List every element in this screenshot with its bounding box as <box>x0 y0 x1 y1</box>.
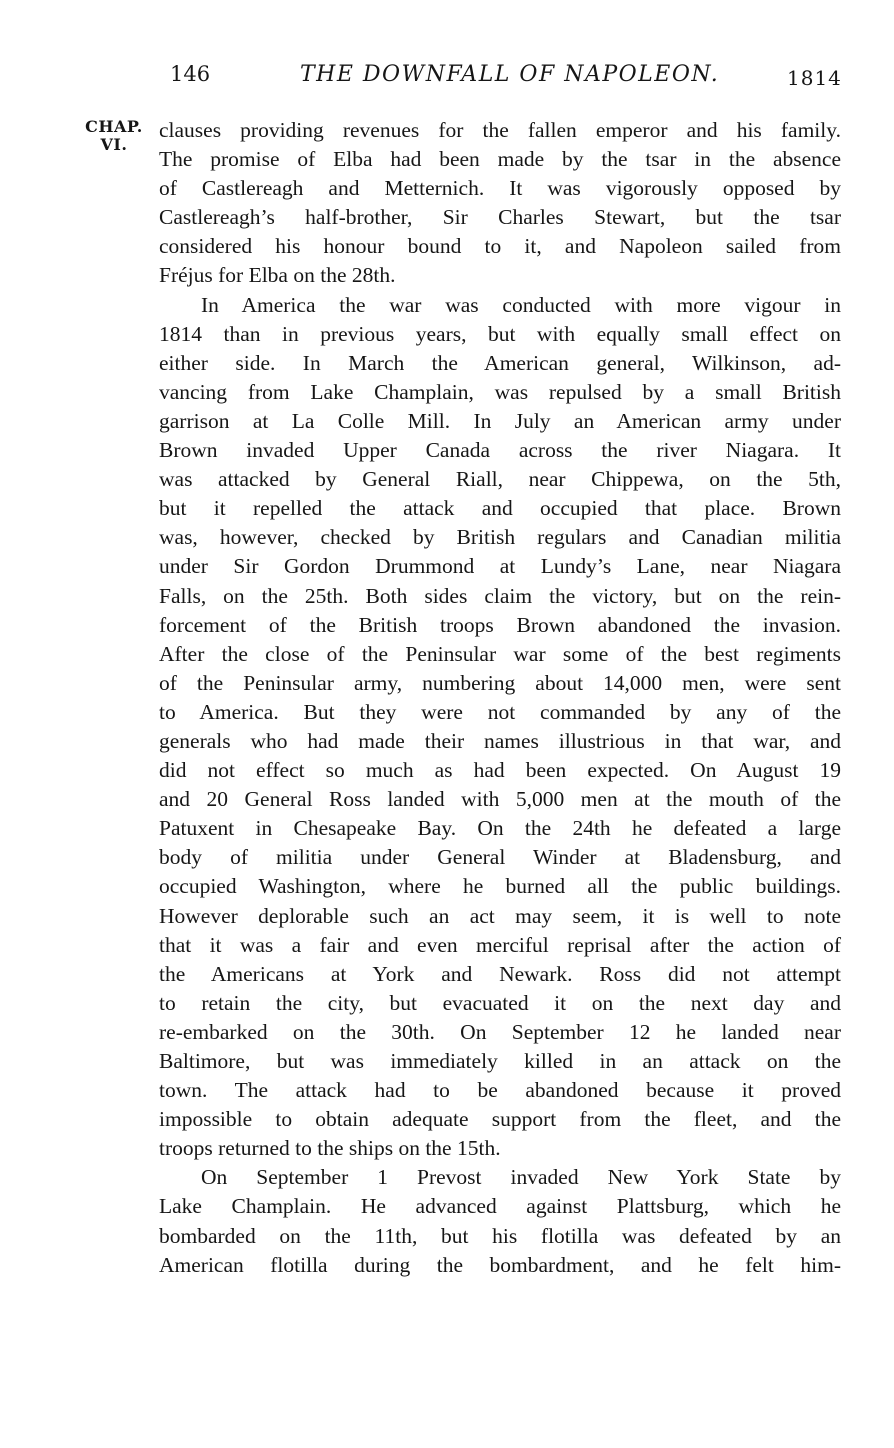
text-line: generals who had made their names illustrious in that war, and <box>159 728 841 753</box>
margin-note-chap: CHAP. <box>85 117 143 136</box>
text-line: Lake Champlain. He advanced against Plattsburg, which he <box>159 1194 841 1219</box>
text-line: troops returned to the ships on the 15th. <box>159 1136 501 1161</box>
text-line: bombarded on the 11th, but his flotilla was defeated by an <box>159 1223 841 1248</box>
text-line: was attacked by General Riall, near Chippewa, on the 5th, <box>159 467 841 492</box>
text-line: of the Peninsular army, numbering about 14,000 men, were sent <box>159 670 841 695</box>
text-line: 1814 than in previous years, but with equally small effect on <box>159 321 841 346</box>
text-line: After the close of the Peninsular war some of the best regiments <box>159 641 841 666</box>
text-line: Fréjus for Elba on the 28th. <box>159 263 396 288</box>
text-line: of Castlereagh and Metternich. It was vigorously opposed by <box>159 176 841 201</box>
text-line: re-embarked on the 30th. On September 12 he landed near <box>159 1019 841 1044</box>
page-number: 146 <box>170 62 211 86</box>
text-line: either side. In March the American general, Wilkinson, ad- <box>159 350 841 375</box>
text-line: under Sir Gordon Drummond at Lundy’s Lane, near Niagara <box>159 554 841 579</box>
running-title: THE DOWNFALL OF NAPOLEON. <box>300 62 720 87</box>
text-line: Patuxent in Chesapeake Bay. On the 24th he defeated a large <box>159 816 841 841</box>
text-line: garrison at La Colle Mill. In July an American army under <box>159 408 841 433</box>
text-line: However deplorable such an act may seem, it is well to note <box>159 903 841 928</box>
text-line: forcement of the British troops Brown abandoned the invasion. <box>159 612 841 637</box>
text-line: In America the war was conducted with more vigour in <box>201 292 841 317</box>
text-line: impossible to obtain adequate support from the fleet, and the <box>159 1107 841 1132</box>
text-line: American flotilla during the bombardment, and he felt him- <box>159 1252 841 1277</box>
text-line: The promise of Elba had been made by the tsar in the absence <box>159 147 841 172</box>
paragraph <box>159 116 841 291</box>
text-line: clauses providing revenues for the fallen emperor and his family. <box>159 118 841 142</box>
text-line: to retain the city, but evacuated it on the next day and <box>159 990 841 1015</box>
text-line: Baltimore, but was immediately killed in an attack on the <box>159 1049 841 1073</box>
text-line: Castlereagh’s half-brother, Sir Charles Stewart, but the tsar <box>159 205 841 230</box>
margin-note-number: VI. <box>100 135 128 154</box>
text-line: but it repelled the attack and occupied that place. Brown <box>159 496 841 521</box>
text-line: to America. But they were not commanded by any of the <box>159 699 841 724</box>
running-header <box>0 62 894 102</box>
text-line: body of militia under General Winder at Bladensburg, and <box>159 845 841 870</box>
text-line: Brown invaded Upper Canada across the river Niagara. It <box>159 438 841 463</box>
text-line: occupied Washington, where he burned all the public buildings. <box>159 874 841 899</box>
running-year: 1814 <box>787 66 842 90</box>
body-text <box>159 116 841 1280</box>
text-line: did not effect so much as had been expected. On August 19 <box>159 758 841 783</box>
chapter-margin-note <box>78 118 150 154</box>
paragraph <box>159 291 841 1164</box>
paragraph <box>159 1163 841 1279</box>
text-line: and 20 General Ross landed with 5,000 men at the mouth of the <box>159 787 841 812</box>
text-line: that it was a fair and even merciful reprisal after the action of <box>159 932 841 957</box>
text-line: vancing from Lake Champlain, was repulsed by a small British <box>159 379 841 404</box>
text-line: the Americans at York and Newark. Ross did not attempt <box>159 961 841 986</box>
text-line: On September 1 Prevost invaded New York State by <box>201 1165 841 1190</box>
text-line: town. The attack had to be abandoned because it proved <box>159 1078 841 1103</box>
text-line: considered his honour bound to it, and Napoleon sailed from <box>159 234 841 259</box>
text-line: Falls, on the 25th. Both sides claim the victory, but on the rein- <box>159 583 841 608</box>
text-line: was, however, checked by British regulars and Canadian militia <box>159 525 841 550</box>
